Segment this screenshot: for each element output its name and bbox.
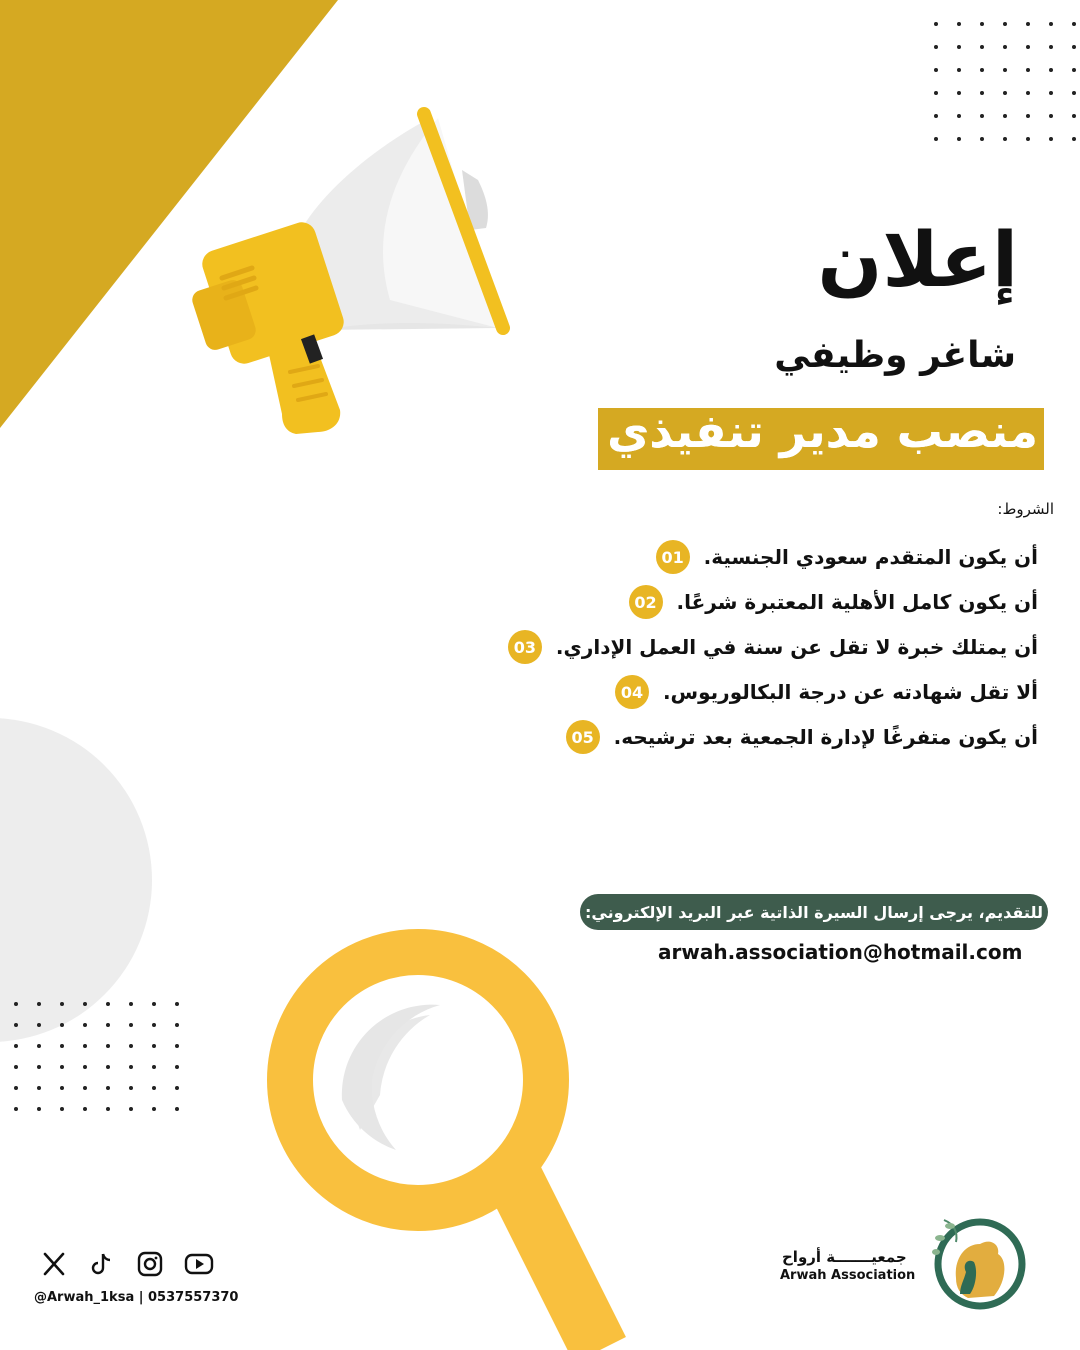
contact-email-link[interactable]: arwah.association@hotmail.com bbox=[658, 940, 1023, 964]
dot bbox=[37, 1002, 41, 1006]
dot bbox=[1003, 22, 1007, 26]
dot bbox=[1003, 91, 1007, 95]
dot bbox=[152, 1065, 156, 1069]
dot bbox=[980, 137, 984, 141]
youtube-icon[interactable] bbox=[184, 1250, 212, 1278]
dot bbox=[83, 1065, 87, 1069]
dot bbox=[37, 1044, 41, 1048]
dot bbox=[175, 1023, 179, 1027]
dot bbox=[14, 1086, 18, 1090]
dot bbox=[83, 1023, 87, 1027]
dot bbox=[37, 1065, 41, 1069]
dot bbox=[129, 1002, 133, 1006]
condition-number-badge: 02 bbox=[629, 585, 663, 619]
dot bbox=[1003, 137, 1007, 141]
dot bbox=[106, 1044, 110, 1048]
dot bbox=[1026, 114, 1030, 118]
dot bbox=[83, 1002, 87, 1006]
gray-half-circle bbox=[0, 718, 152, 1042]
megaphone-icon bbox=[190, 114, 503, 434]
dot bbox=[106, 1002, 110, 1006]
dot bbox=[14, 1023, 18, 1027]
x-icon[interactable] bbox=[40, 1250, 68, 1278]
condition-text: ألا تقل شهادته عن درجة البكالوريوس. bbox=[662, 680, 1038, 704]
dot bbox=[980, 91, 984, 95]
dot bbox=[934, 91, 938, 95]
dot bbox=[83, 1107, 87, 1111]
dot bbox=[1003, 114, 1007, 118]
dot bbox=[175, 1086, 179, 1090]
dot bbox=[957, 45, 961, 49]
dot bbox=[83, 1086, 87, 1090]
dot bbox=[934, 45, 938, 49]
dot bbox=[957, 22, 961, 26]
condition-item bbox=[566, 720, 1038, 754]
dot bbox=[934, 22, 938, 26]
dot bbox=[152, 1023, 156, 1027]
conditions-label: الشروط: bbox=[997, 500, 1054, 518]
dot bbox=[1003, 68, 1007, 72]
dot bbox=[934, 114, 938, 118]
job-vacancy-subtitle: شاغر وظيفي bbox=[774, 335, 1016, 376]
dot bbox=[1026, 22, 1030, 26]
condition-text: أن يكون كامل الأهلية المعتبرة شرعًا. bbox=[676, 590, 1038, 614]
dot bbox=[934, 68, 938, 72]
apply-instruction: للتقديم، يرجى إرسال السيرة الذاتية عبر البريد الإلكتروني: bbox=[580, 894, 1048, 930]
dot bbox=[1026, 91, 1030, 95]
dot bbox=[1049, 137, 1053, 141]
dot bbox=[60, 1107, 64, 1111]
tiktok-icon[interactable] bbox=[88, 1250, 116, 1278]
dot bbox=[83, 1044, 87, 1048]
dot bbox=[129, 1044, 133, 1048]
contact-handle: @Arwah_1ksa | 0537557370 bbox=[34, 1290, 239, 1305]
dot bbox=[60, 1002, 64, 1006]
dot bbox=[37, 1023, 41, 1027]
dot bbox=[175, 1107, 179, 1111]
dot bbox=[106, 1086, 110, 1090]
instagram-icon[interactable] bbox=[136, 1250, 164, 1278]
dot bbox=[14, 1044, 18, 1048]
dot bbox=[175, 1065, 179, 1069]
dot bbox=[1049, 68, 1053, 72]
dot bbox=[14, 1107, 18, 1111]
condition-text: أن يكون متفرغًا لإدارة الجمعية بعد ترشيحه. bbox=[613, 725, 1038, 749]
dot bbox=[1049, 22, 1053, 26]
dot bbox=[152, 1107, 156, 1111]
condition-number-badge: 05 bbox=[566, 720, 600, 754]
condition-text: أن يمتلك خبرة لا تقل عن سنة في العمل الإداري. bbox=[555, 635, 1038, 659]
dot bbox=[957, 91, 961, 95]
dot bbox=[1049, 45, 1053, 49]
dot bbox=[934, 137, 938, 141]
dot bbox=[152, 1086, 156, 1090]
dot bbox=[175, 1044, 179, 1048]
dot bbox=[152, 1044, 156, 1048]
arwah-logo-icon bbox=[928, 1208, 1028, 1312]
dot bbox=[980, 22, 984, 26]
dot bbox=[129, 1023, 133, 1027]
dot bbox=[106, 1023, 110, 1027]
dot bbox=[60, 1044, 64, 1048]
dot bbox=[14, 1065, 18, 1069]
dot bbox=[1026, 45, 1030, 49]
condition-item bbox=[629, 585, 1038, 619]
magnifier-icon bbox=[290, 952, 600, 1350]
position-title: منصب مدير تنفيذي bbox=[607, 404, 1038, 458]
dot bbox=[1072, 68, 1076, 72]
dot bbox=[1026, 68, 1030, 72]
condition-item bbox=[656, 540, 1038, 574]
condition-item bbox=[615, 675, 1038, 709]
dot bbox=[129, 1065, 133, 1069]
dot bbox=[980, 45, 984, 49]
announcement-title: إعلان bbox=[817, 215, 1018, 304]
condition-text: أن يكون المتقدم سعودي الجنسية. bbox=[703, 545, 1038, 569]
dot bbox=[37, 1107, 41, 1111]
dot bbox=[1072, 45, 1076, 49]
dot-grid-top-right bbox=[930, 18, 1080, 148]
dot bbox=[957, 137, 961, 141]
dot bbox=[14, 1002, 18, 1006]
org-name-english: Arwah Association bbox=[780, 1268, 916, 1283]
dot bbox=[1072, 137, 1076, 141]
condition-number-badge: 01 bbox=[656, 540, 690, 574]
dot bbox=[1049, 91, 1053, 95]
dot bbox=[980, 68, 984, 72]
dot bbox=[1049, 114, 1053, 118]
dot bbox=[957, 68, 961, 72]
dot bbox=[1072, 114, 1076, 118]
org-name-arabic: جمعيـــــــة أرواح bbox=[782, 1248, 907, 1266]
dot bbox=[1026, 137, 1030, 141]
dot bbox=[106, 1065, 110, 1069]
dot-grid-bottom-left bbox=[10, 998, 190, 1128]
dot bbox=[152, 1002, 156, 1006]
dot bbox=[1003, 45, 1007, 49]
dot bbox=[1072, 91, 1076, 95]
dot bbox=[60, 1086, 64, 1090]
condition-number-badge: 03 bbox=[508, 630, 542, 664]
dot bbox=[60, 1023, 64, 1027]
social-links bbox=[40, 1250, 212, 1278]
dot bbox=[129, 1086, 133, 1090]
dot bbox=[957, 114, 961, 118]
dot bbox=[129, 1107, 133, 1111]
dot bbox=[175, 1002, 179, 1006]
dot bbox=[980, 114, 984, 118]
dot bbox=[37, 1086, 41, 1090]
dot bbox=[106, 1107, 110, 1111]
dot bbox=[1072, 22, 1076, 26]
dot bbox=[60, 1065, 64, 1069]
condition-number-badge: 04 bbox=[615, 675, 649, 709]
condition-item bbox=[508, 630, 1038, 664]
